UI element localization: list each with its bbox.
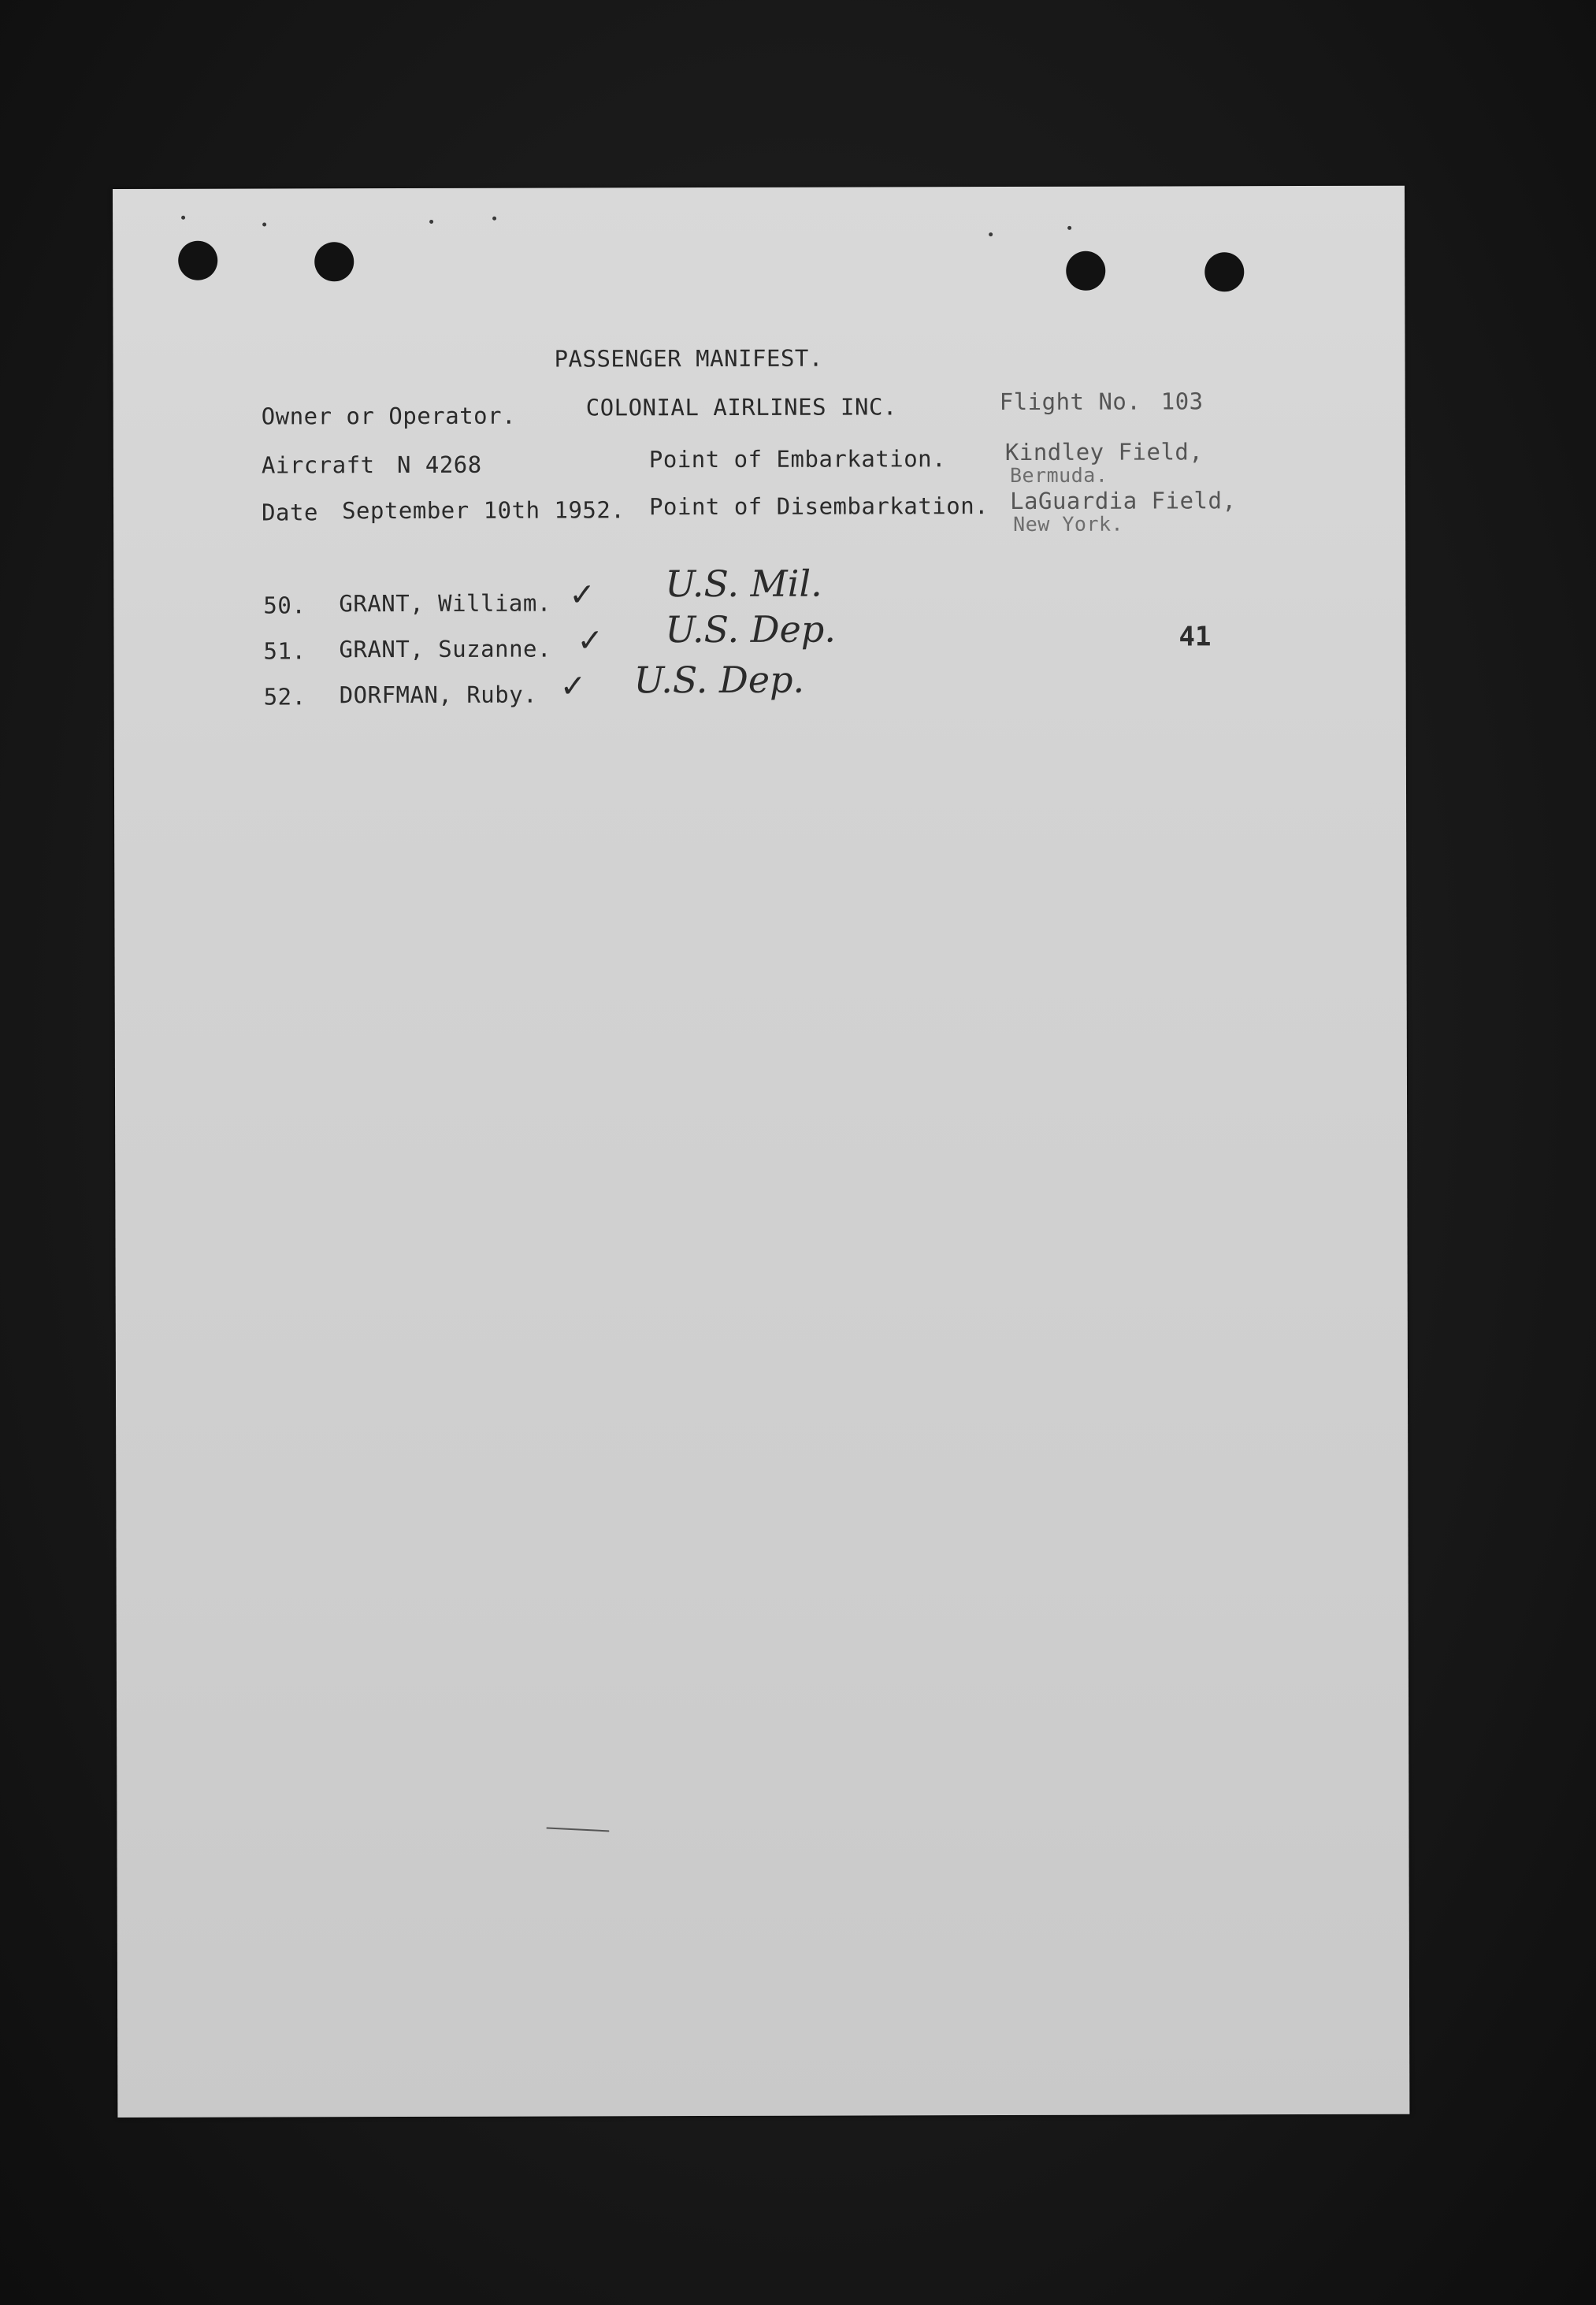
pencil-mark [546, 1827, 609, 1832]
embarkation-label: Point of Embarkation. [648, 445, 947, 473]
embarkation-line2: Bermuda. [1009, 463, 1108, 488]
punch-hole-3 [1066, 251, 1105, 291]
passenger-name: GRANT, Suzanne. [339, 635, 551, 663]
handwritten-note: U.S. Dep. [633, 658, 805, 702]
passenger-name: GRANT, William. [339, 589, 551, 618]
dust-speck [429, 220, 433, 224]
owner-value: COLONIAL AIRLINES INC. [585, 393, 897, 421]
handwritten-note: U.S. Mil. [665, 562, 822, 606]
dust-speck [492, 217, 496, 221]
manifest-page [113, 186, 1409, 2118]
page-number: 41 [1178, 621, 1212, 653]
passenger-number: 51. [263, 637, 306, 665]
dust-speck [262, 222, 266, 226]
date-label: Date [262, 499, 318, 526]
punch-hole-1 [178, 241, 217, 280]
manifest-title: PASSENGER MANIFEST. [554, 344, 823, 373]
dust-speck [989, 232, 993, 236]
checkmark-icon: ✓ [559, 668, 587, 705]
passenger-number: 52. [263, 683, 306, 711]
embarkation-line1: Kindley Field, [1004, 438, 1204, 466]
passenger-number: 50. [263, 592, 306, 619]
dust-speck [181, 216, 185, 220]
checkmark-icon: ✓ [569, 577, 596, 614]
passenger-name: DORFMAN, Ruby. [339, 681, 538, 709]
disembarkation-line2: New York. [1013, 512, 1124, 536]
disembarkation-line1: LaGuardia Field, [1009, 487, 1237, 515]
handwritten-note: U.S. Dep. [665, 607, 837, 651]
dust-speck [1067, 226, 1071, 230]
punch-hole-2 [314, 242, 354, 281]
disembarkation-label: Point of Disembarkation. [649, 492, 989, 521]
flight-value: 103 [1160, 388, 1204, 415]
date-value: September 10th 1952. [342, 496, 625, 525]
flight-label: Flight No. [999, 388, 1141, 416]
punch-hole-4 [1204, 252, 1244, 291]
aircraft-label: Aircraft [261, 451, 375, 479]
checkmark-icon: ✓ [577, 622, 604, 659]
aircraft-value: N 4268 [396, 451, 482, 479]
owner-label: Owner or Operator. [261, 402, 517, 430]
